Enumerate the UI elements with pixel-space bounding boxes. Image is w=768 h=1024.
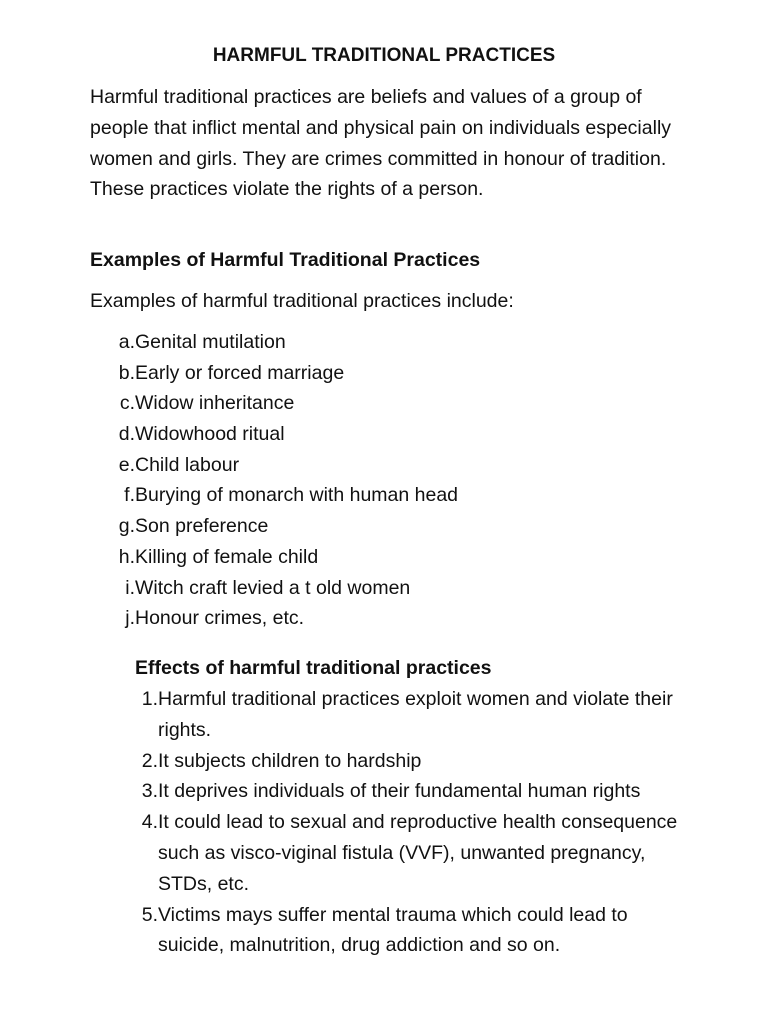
intro-paragraph: Harmful traditional practices are beliefs and values of a group of people that inflict mental and physical pain on individuals especially women and girls. They are crimes committed in honour of tradition. These practices violate the rights of a person. — [90, 86, 672, 201]
list-item-text: Genital mutilation — [135, 331, 286, 353]
list-item — [90, 480, 690, 511]
list-marker: 5. — [141, 903, 158, 926]
list-marker: d. — [118, 423, 135, 446]
list-marker: f. — [124, 484, 135, 507]
effects-heading: Effects of harmful traditional practices — [135, 657, 492, 679]
list-item-text: Killing of female child — [135, 545, 319, 568]
list-item — [90, 327, 690, 358]
list-item-text: Victims mays suffer mental trauma which could lead to suicide, malnutrition, drug addiction and so on. — [158, 903, 628, 957]
list-item — [90, 450, 690, 481]
list-marker: 1. — [141, 688, 158, 710]
examples-heading: Examples of Harmful Traditional Practices — [90, 249, 481, 271]
list-marker: g. — [118, 515, 135, 538]
list-item — [90, 419, 690, 450]
list-marker: 4. — [141, 811, 158, 834]
list-item-text: It could lead to sexual and reproductive health consequence such as visco-viginal fistula (VVF), unwanted pregnancy, STDs, etc. — [158, 811, 678, 895]
list-marker: i. — [125, 576, 135, 599]
list-marker: e. — [118, 453, 135, 476]
list-item-text: Burying of monarch with human head — [135, 484, 459, 507]
list-marker: c. — [119, 392, 135, 415]
list-item — [90, 573, 690, 604]
list-marker: h. — [118, 545, 135, 568]
list-marker: j. — [125, 607, 135, 630]
examples-list — [90, 327, 690, 634]
list-item-text: Widow inheritance — [135, 392, 295, 415]
list-item — [90, 511, 690, 542]
list-item — [90, 776, 690, 807]
list-item-text: Son preference — [135, 515, 269, 538]
list-marker: 3. — [141, 780, 158, 803]
list-item — [90, 358, 690, 389]
list-item — [90, 684, 690, 746]
list-item-text: It subjects children to hardship — [158, 749, 422, 772]
list-item-text: Honour crimes, etc. — [135, 607, 305, 630]
list-item — [90, 807, 690, 899]
list-item — [90, 900, 690, 962]
list-item — [90, 388, 690, 419]
list-marker: a. — [118, 331, 135, 353]
list-marker: 2. — [141, 749, 158, 772]
list-item-text: Child labour — [135, 453, 240, 476]
effects-list — [90, 684, 690, 961]
list-item-text: Witch craft levied a t old women — [135, 576, 411, 599]
list-item-text: Early or forced marriage — [135, 361, 345, 384]
list-item — [90, 746, 690, 777]
list-item-text: Widowhood ritual — [135, 423, 285, 446]
list-item — [90, 542, 690, 573]
list-item — [90, 603, 690, 634]
list-marker: b. — [118, 361, 135, 384]
list-item-text: It deprives individuals of their fundamental human rights — [158, 780, 641, 803]
document-title: HARMFUL TRADITIONAL PRACTICES — [212, 45, 556, 66]
examples-lead: Examples of harmful traditional practices include: — [90, 290, 514, 312]
list-item-text: Harmful traditional practices exploit women and violate their rights. — [158, 688, 673, 741]
